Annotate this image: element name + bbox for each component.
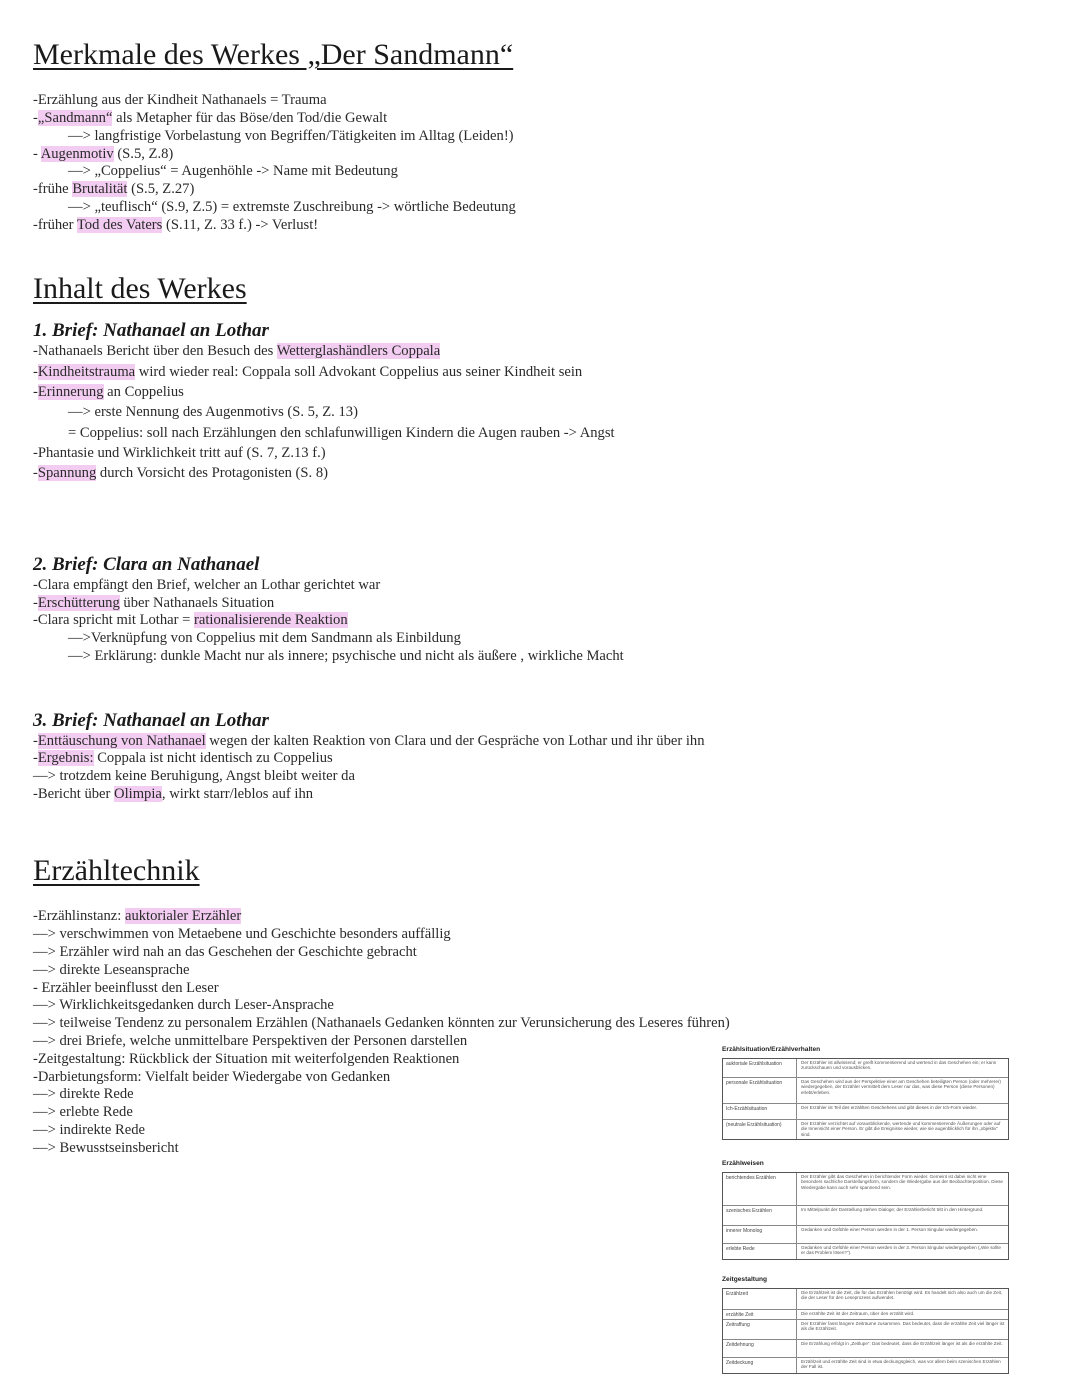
line-text: als Metapher für das Böse/den Tod/die Gewalt xyxy=(112,110,388,126)
table-row xyxy=(723,1339,1008,1357)
highlighted-term: Augenmotiv xyxy=(40,146,114,162)
text-line xyxy=(33,180,194,198)
highlighted-term: Erschütterung xyxy=(37,595,120,611)
table-group-title: Zeitgestaltung xyxy=(722,1276,768,1283)
table-row xyxy=(723,1173,1008,1205)
text-line xyxy=(68,629,461,647)
highlighted-term: auktorialer Erzähler xyxy=(124,908,242,924)
line-text: —> drei Briefe, welche unmittelbare Perspektiven der Personen darstellen xyxy=(33,1033,468,1049)
letter1-heading: 1. Brief: Nathanael an Lothar xyxy=(33,320,269,341)
table-definition: Der Erzähler ist Teil des erzählten Geschehens und gibt dieses in der Ich-Form wieder. xyxy=(801,1105,978,1110)
table-term: Ich-Erzählsituation xyxy=(726,1106,768,1112)
section-title-erzaehltechnik: Erzähltechnik xyxy=(33,854,200,887)
line-text: an Coppelius xyxy=(103,384,184,400)
table-group-box xyxy=(722,1058,1009,1140)
table-definition: Die Erzählung erfolgt in „Zeitlupe“. Das bedeutet, dass die Erzählzeit länger ist als die erzählte Zeit. xyxy=(801,1341,1003,1346)
table-term: Zeitdehnung xyxy=(726,1342,754,1348)
text-line xyxy=(33,363,582,381)
line-text: —> langfristige Vorbelastung von Begriffen/Tätigkeiten im Alltag (Leiden!) xyxy=(68,128,514,144)
highlighted-term: „Sandmann“ xyxy=(37,110,113,126)
line-text: —> trotzdem keine Beruhigung, Angst bleibt weiter da xyxy=(33,768,355,784)
highlighted-term: Kindheitstrauma xyxy=(37,364,136,380)
table-definition: Gedanken und Gefühle einer Person werden in der 3. Person Singular wiedergegeben („Wie sollte er das Problem lösen?“). xyxy=(801,1245,1001,1256)
line-text: , wirkt starr/leblos auf ihn xyxy=(161,786,314,802)
line-text: - xyxy=(33,750,38,766)
line-text: - xyxy=(33,733,38,749)
text-line xyxy=(33,464,328,482)
highlighted-term: Brutalität xyxy=(72,181,128,197)
line-text: (S.5, Z.27) xyxy=(127,181,195,197)
highlighted-term: Erinnerung xyxy=(37,384,104,400)
line-text: —> erlebte Rede xyxy=(33,1104,133,1120)
table-definition: Die erzählte Zeit ist der Zeitraum, über den erzählt wird. xyxy=(801,1311,915,1316)
table-row xyxy=(723,1319,1008,1339)
line-text: —> direkte Rede xyxy=(33,1086,134,1102)
text-line xyxy=(33,342,440,360)
table-row xyxy=(723,1289,1008,1309)
text-line xyxy=(33,907,241,925)
text-line xyxy=(33,1139,179,1157)
line-text: —> Wirklichkeitsgedanken durch Leser-Ansprache xyxy=(33,997,334,1013)
text-line xyxy=(33,749,333,767)
table-term: berichtendes Erzählen xyxy=(726,1175,776,1181)
highlighted-term: Spannung xyxy=(37,465,97,481)
highlighted-term: Tod des Vaters xyxy=(76,217,163,233)
table-definition: Der Erzähler gibt das Geschehen in berichtender Form wieder. Gemeint ist dabei nicht eine besonders sachliche Darstellungsform, sondern die Wiedergabe aus der Beobachterposition. Diese Wiedergabe kann auch sehr spannend sein. xyxy=(801,1174,1003,1190)
text-line xyxy=(68,403,358,421)
table-row xyxy=(723,1225,1008,1243)
table-row xyxy=(723,1309,1008,1319)
table-group-title: Erzählsituation/Erzählverhalten xyxy=(722,1046,821,1053)
text-line xyxy=(33,611,348,629)
text-line xyxy=(33,594,274,612)
table-term: szenisches Erzählen xyxy=(726,1208,772,1214)
line-text: —> erste Nennung des Augenmotivs (S. 5, Z. 13) xyxy=(68,404,358,420)
text-line xyxy=(33,996,334,1014)
line-text: —> Erzähler wird nah an das Geschehen der Geschichte gebracht xyxy=(33,944,417,960)
line-text: —> Erklärung: dunkle Macht nur als innere; psychische und nicht als äußere , wirkliche Macht xyxy=(68,648,624,664)
table-definition: Der Erzähler verzichtet auf vorausblickende, wertende und kommentierende Äußerungen oder auf die Innensicht einer Person. Er gibt die Ereignisse wieder, wie sie augenblicklich für ihn „objektiv“ sind. xyxy=(801,1121,1001,1137)
line-text: —> direkte Leseansprache xyxy=(33,962,190,978)
text-line xyxy=(33,145,173,163)
line-text: -Clara empfängt den Brief, welcher an Lothar gerichtet war xyxy=(33,577,381,593)
table-term: Zeitdeckung xyxy=(726,1360,754,1366)
text-line xyxy=(33,943,417,961)
line-text: -Phantasie und Wirklichkeit tritt auf (S. 7, Z.13 f.) xyxy=(33,445,326,461)
line-text: (S.5, Z.8) xyxy=(113,146,174,162)
text-line xyxy=(68,127,514,145)
text-line xyxy=(33,767,355,785)
table-group-box xyxy=(722,1288,1009,1374)
line-text: —> verschwimmen von Metaebene und Geschichte besonders auffällig xyxy=(33,926,451,942)
line-text: über Nathanaels Situation xyxy=(119,595,275,611)
line-text: -frühe xyxy=(33,181,73,197)
text-line xyxy=(33,1103,133,1121)
text-line xyxy=(33,109,387,127)
line-text: wegen der kalten Reaktion von Clara und der Gespräche von Lothar und ihr über ihn xyxy=(205,733,705,749)
line-text: —> teilweise Tendenz zu personalem Erzählen (Nathanaels Gedanken könnten zur Verunsicherung des Leseres führen) xyxy=(33,1015,730,1031)
line-text: -Bericht über xyxy=(33,786,115,802)
text-line xyxy=(33,383,184,401)
text-line xyxy=(33,91,327,109)
table-row xyxy=(723,1357,1008,1375)
line-text: - xyxy=(33,595,38,611)
table-term: auktoriale Erzählsituation xyxy=(726,1061,782,1067)
text-line xyxy=(33,979,219,997)
line-text: -Zeitgestaltung: Rückblick der Situation mit weiterfolgenden Reaktionen xyxy=(33,1051,460,1067)
table-term: erlebte Rede xyxy=(726,1246,755,1252)
table-row xyxy=(723,1103,1008,1119)
table-definition: Im Mittelpunkt der Darstellung stehen Dialoge; der Erzählerbericht tritt in den Hintergrund. xyxy=(801,1207,984,1212)
line-text: - xyxy=(33,146,41,162)
line-text: —>Verknüpfung von Coppelius mit dem Sandmann als Einbildung xyxy=(68,630,461,646)
line-text: -Clara spricht mit Lothar = xyxy=(33,612,195,628)
table-row xyxy=(723,1205,1008,1225)
text-line xyxy=(33,925,451,943)
table-group-box xyxy=(722,1172,1009,1260)
line-text: - xyxy=(33,465,38,481)
text-line xyxy=(68,162,398,180)
line-text: (S.11, Z. 33 f.) -> Verlust! xyxy=(162,217,319,233)
text-line xyxy=(33,1085,134,1103)
table-term: personale Erzählsituation xyxy=(726,1080,783,1086)
letter3-heading: 3. Brief: Nathanael an Lothar xyxy=(33,710,269,731)
table-definition: Der Erzähler ist allwissend; er greift kommentierend und wertend in das Geschehen ein; er kann zurückschauen und vorausblicken. xyxy=(801,1060,997,1071)
text-line xyxy=(33,961,190,979)
line-text: Coppala ist nicht identisch zu Coppelius xyxy=(93,750,333,766)
highlighted-term: Ergebnis: xyxy=(37,750,94,766)
table-term: Erzählzeit xyxy=(726,1291,748,1297)
line-text: - Erzähler beeinflusst den Leser xyxy=(33,980,219,996)
table-term: Zeitraffung xyxy=(726,1322,750,1328)
text-line xyxy=(33,732,705,750)
line-text: wird wieder real: Coppala soll Advokant Coppelius aus seiner Kindheit sein xyxy=(135,364,583,380)
highlighted-term: Enttäuschung von Nathanael xyxy=(37,733,206,749)
table-term: erzählte Zeit xyxy=(726,1312,754,1318)
text-line xyxy=(68,647,624,665)
table-term: (neutrale Erzählsituation) xyxy=(726,1122,782,1128)
line-text: - xyxy=(33,364,38,380)
narrative-reference-table xyxy=(718,1046,1010,1386)
line-text: —> Bewusstseinsbericht xyxy=(33,1140,179,1156)
line-text: —> „Coppelius“ = Augenhöhle -> Name mit Bedeutung xyxy=(68,163,398,179)
line-text: - xyxy=(33,384,38,400)
text-line xyxy=(33,216,318,234)
table-definition: Gedanken und Gefühle einer Person werden in der 1. Person Singular wiedergegeben. xyxy=(801,1227,978,1232)
text-line xyxy=(33,1032,467,1050)
text-line xyxy=(33,1014,730,1032)
table-row xyxy=(723,1077,1008,1103)
table-definition: Das Geschehen wird aus der Perspektive einer am Geschehen beteiligten Person (oder mehrerer) wiedergegeben, der Erzähler vermittelt dem Leser nur das, was diese Person (diese Personen) erlebt/erleben. xyxy=(801,1079,1001,1095)
section-title-inhalt: Inhalt des Werkes xyxy=(33,272,247,305)
text-line xyxy=(33,444,326,462)
table-group-title: Erzählweisen xyxy=(722,1160,764,1167)
text-line xyxy=(33,785,313,803)
text-line xyxy=(33,576,380,594)
text-line xyxy=(33,1050,459,1068)
section-title-merkmale: Merkmale des Werkes „Der Sandmann“ xyxy=(33,38,514,71)
highlighted-term: Olimpia xyxy=(114,786,162,802)
table-row xyxy=(723,1059,1008,1077)
text-line xyxy=(33,1121,145,1139)
text-line xyxy=(68,424,615,442)
text-line xyxy=(68,198,516,216)
line-text: -Darbietungsform: Vielfalt beider Wiedergabe von Gedanken xyxy=(33,1069,391,1085)
highlighted-term: rationalisierende Reaktion xyxy=(194,612,348,628)
line-text: -Erzählung aus der Kindheit Nathanaels = Trauma xyxy=(33,92,327,108)
text-line xyxy=(33,1068,390,1086)
table-row xyxy=(723,1243,1008,1261)
line-text: - xyxy=(33,110,38,126)
line-text: —> „teuflisch“ (S.9, Z.5) = extremste Zuschreibung -> wörtliche Bedeutung xyxy=(68,199,516,215)
table-definition: Erzählzeit und erzählte Zeit sind in etwa deckungsgleich, was vor allem beim szenischen Erzählen der Fall ist. xyxy=(801,1359,1001,1370)
line-text: -früher xyxy=(33,217,77,233)
line-text: —> indirekte Rede xyxy=(33,1122,145,1138)
line-text: -Erzählinstanz: xyxy=(33,908,125,924)
letter2-heading: 2. Brief: Clara an Nathanael xyxy=(33,554,260,575)
highlighted-term: Wetterglashändlers Coppala xyxy=(276,343,441,359)
line-text: = Coppelius: soll nach Erzählungen den schlafunwilligen Kindern die Augen rauben -> Angst xyxy=(68,425,615,441)
table-definition: Der Erzähler fasst längere Zeiträume zusammen. Das bedeutet, dass die erzählte Zeit viel länger ist als die Erzählzeit. xyxy=(801,1321,1005,1332)
table-row xyxy=(723,1119,1008,1141)
line-text: durch Vorsicht des Protagonisten (S. 8) xyxy=(96,465,328,481)
line-text: -Nathanaels Bericht über den Besuch des xyxy=(33,343,277,359)
table-term: innerer Monolog xyxy=(726,1228,763,1234)
table-definition: Die Erzählzeit ist die Zeit, die für das Erzählen benötigt wird. Es handelt sich also auch um die Zeit, die der Leser für den Leseprozess aufwendet. xyxy=(801,1290,1003,1301)
